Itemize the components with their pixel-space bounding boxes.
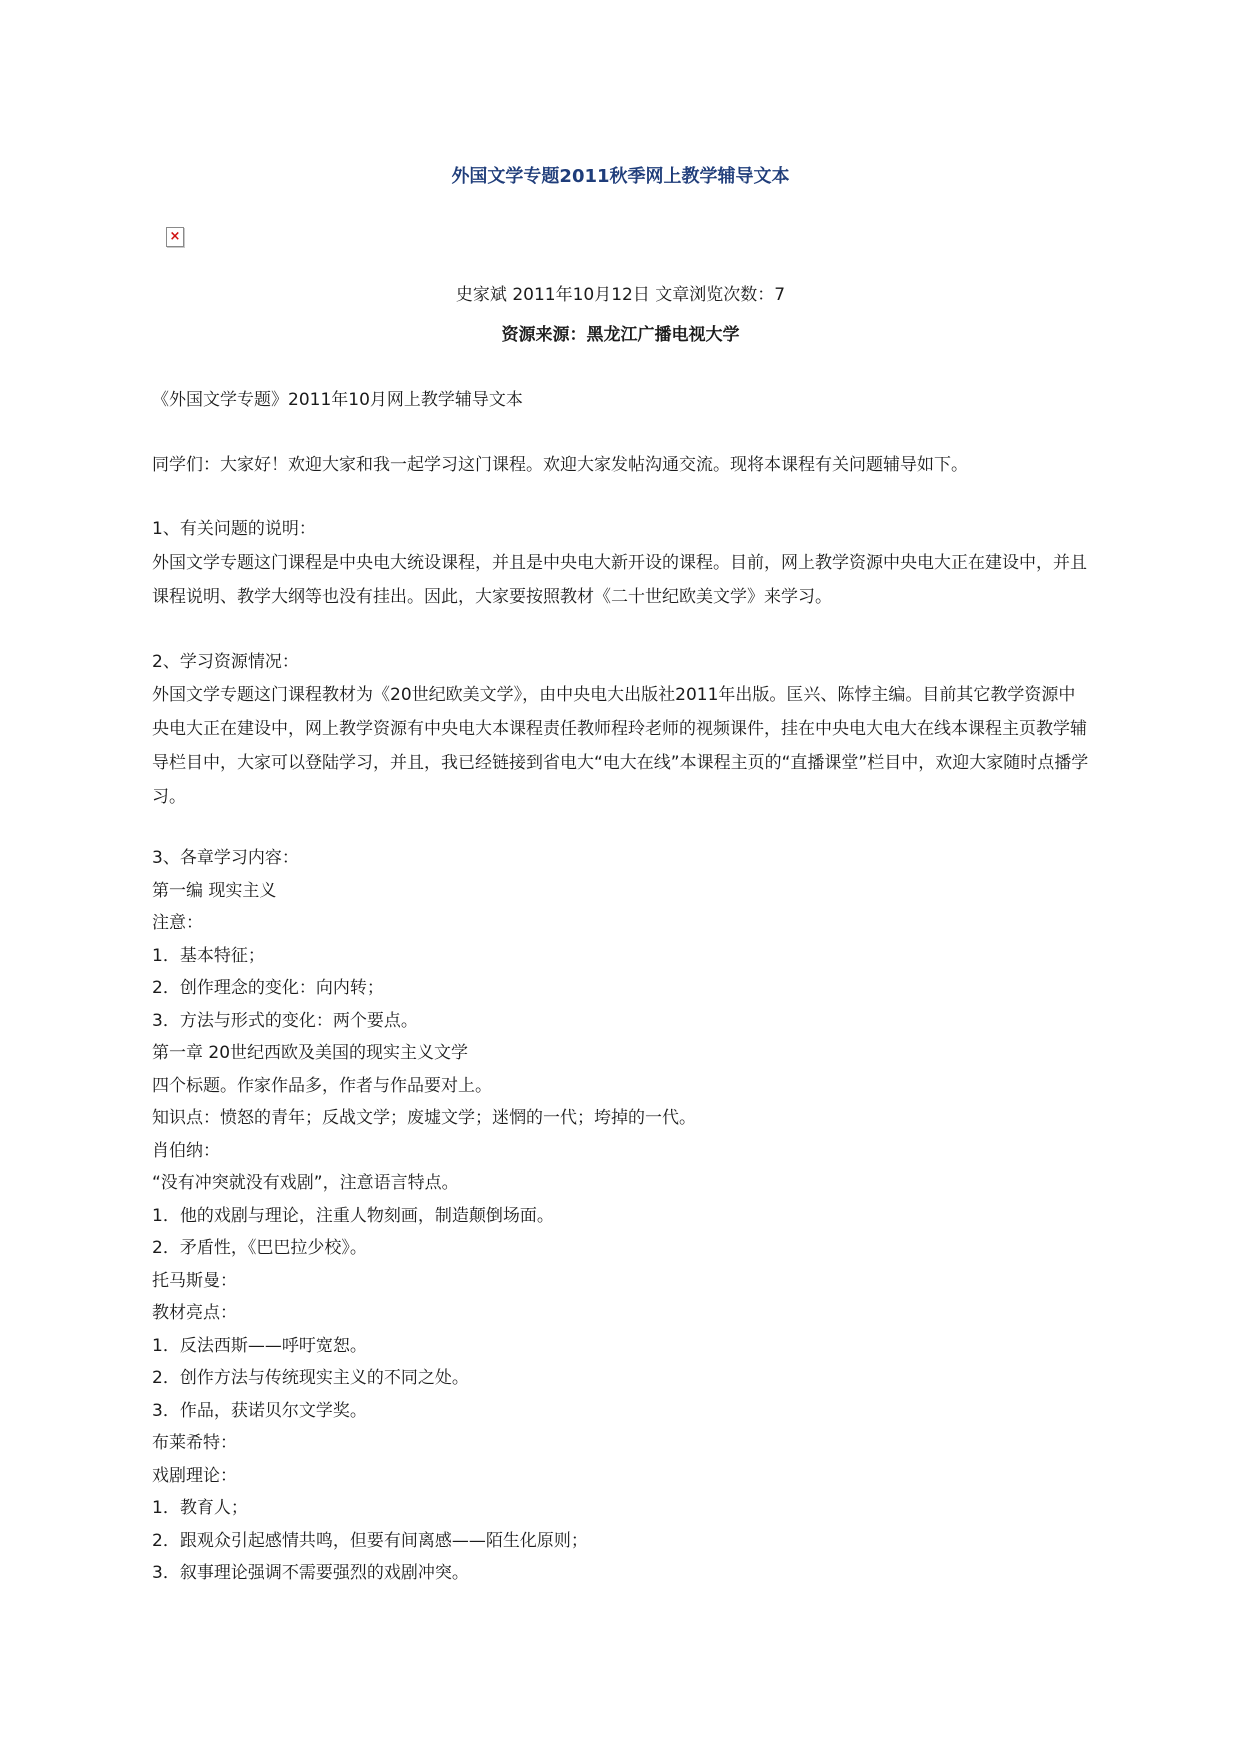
section-3-line: 布莱希特： — [152, 1433, 237, 1453]
section-2-text: 外国文学专题这门课程教材为《20世纪欧美文学》，由中央电大出版社2011年出版。匡兴、陈悖主编。目前其它教学资源中央电大正在建设中，网上教学资源有中央电大本课程责任教师程玲老师的视频课件，挂在中央电大电大在线本课程主页教学辅导栏目中，大家可以登陆学习，并且，我已经链接到省电大“电大在线”本课程主页的“直播课堂”栏目中，欢迎大家随时点播学习。 — [152, 685, 1089, 807]
section-3-line: 1．他的戏剧与理论，注重人物刻画，制造颠倒场面。 — [152, 1205, 554, 1226]
section-3-line: 托马斯曼： — [152, 1270, 237, 1291]
section-3-line: 2．创作理念的变化：向内转； — [152, 978, 384, 998]
section-3-line: 四个标题。作家作品多，作者与作品要对上。 — [152, 1075, 492, 1096]
section-3-line: 3．方法与形式的变化：两个要点。 — [152, 1010, 418, 1031]
section-3-line: 戏剧理论： — [152, 1465, 237, 1486]
section-3-heading: 3、各章学习内容： — [152, 848, 299, 868]
section-2-heading: 2、学习资源情况： — [152, 651, 299, 672]
section-3-line: 第一章 20世纪西欧及美国的现实主义文学 — [152, 1043, 469, 1063]
section-3-line: 知识点：愤怒的青年；反战文学；废墟文学；迷惘的一代；垮掉的一代。 — [152, 1108, 696, 1128]
article-body — [152, 384, 1092, 1590]
broken-image-icon: × — [166, 227, 184, 247]
section-3-line: 2．创作方法与传统现实主义的不同之处。 — [152, 1368, 469, 1388]
section-3-line: 1．教育人； — [152, 1498, 248, 1518]
section-3-line: 3．作品，获诺贝尔文学奖。 — [152, 1400, 367, 1421]
section-3-line: 1．基本特征； — [152, 945, 265, 966]
page-title: 外国文学专题2011秋季网上教学辅导文本 — [451, 166, 790, 187]
section-1-text: 外国文学专题这门课程是中央电大统设课程，并且是中央电大新开设的课程。目前，网上教学资源中央电大正在建设中，并且课程说明、教学大纲等也没有挂出。因此，大家要按照教材《二十世纪欧美文学》来学习。 — [152, 552, 1087, 607]
article-source: 资源来源：黑龙江广播电视大学 — [501, 325, 740, 345]
section-3-line: 3．叙事理论强调不需要强烈的戏剧冲突。 — [152, 1563, 469, 1583]
article-meta: 史家斌 2011年10月12日 文章浏览次数：7 — [455, 285, 786, 305]
section-3-line: 第一编 现实主义 — [152, 880, 277, 901]
section-3-line: 注意： — [152, 913, 203, 933]
section-3-line: 2．矛盾性，《巴巴拉少校》。 — [152, 1238, 367, 1258]
section-3-line: 1．反法西斯——呼吁宽恕。 — [152, 1335, 367, 1356]
section-1-heading: 1、有关问题的说明： — [152, 519, 316, 539]
section-3-line: 肖伯纳： — [152, 1140, 220, 1161]
greeting-paragraph: 同学们：大家好！欢迎大家和我一起学习这门课程。欢迎大家发帖沟通交流。现将本课程有关问题辅导如下。 — [152, 454, 968, 475]
section-3-line: 教材亮点： — [152, 1303, 237, 1323]
section-3-line: “没有冲突就没有戏剧”，注意语言特点。 — [152, 1173, 459, 1193]
section-3-line: 2．跟观众引起感情共鸣，但要有间离感——陌生化原则； — [152, 1530, 588, 1551]
article-subtitle: 《外国文学专题》2011年10月网上教学辅导文本 — [152, 390, 523, 410]
